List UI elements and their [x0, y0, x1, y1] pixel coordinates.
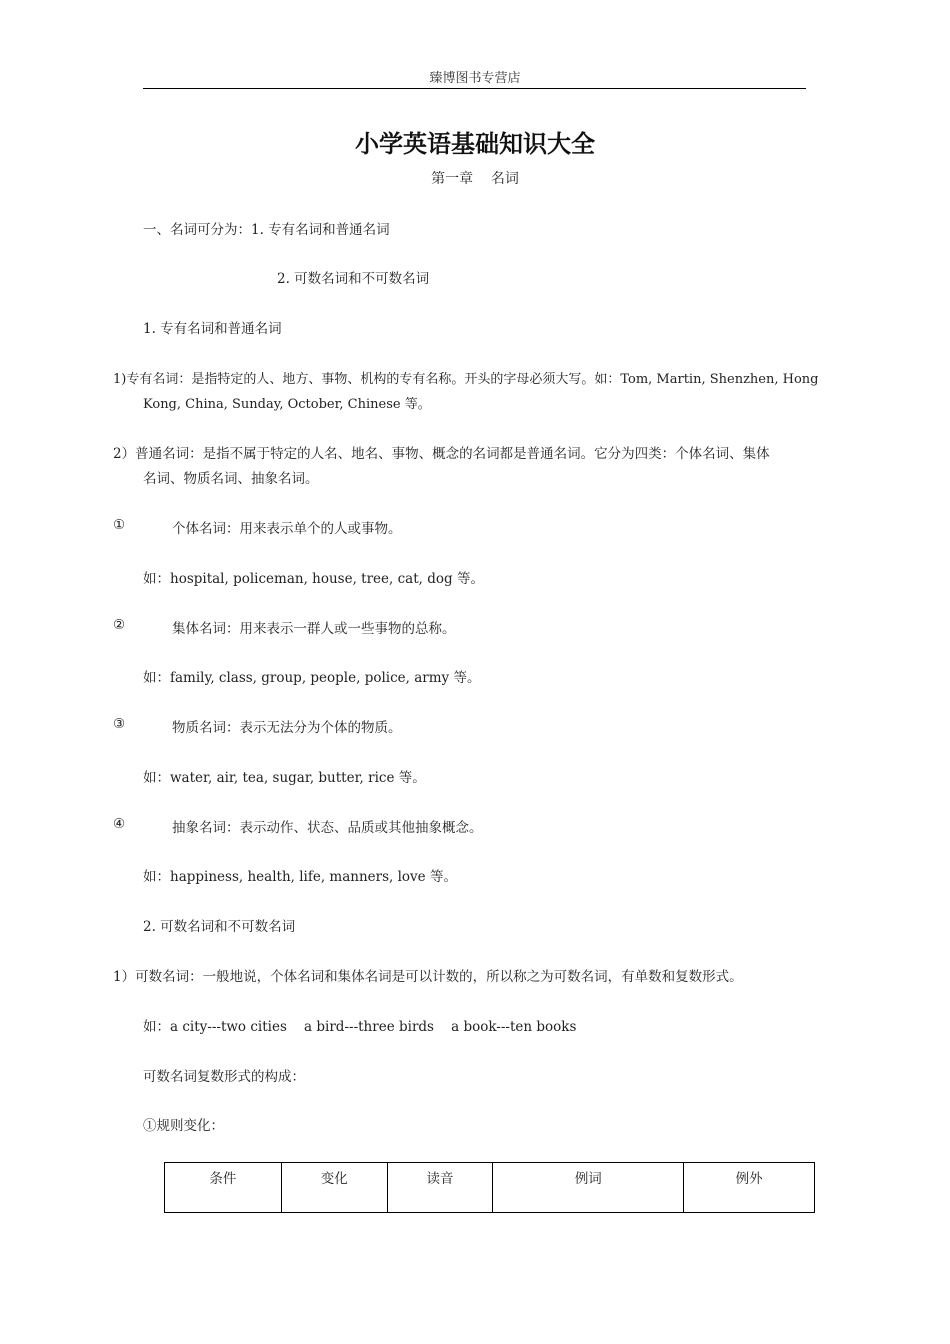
individual-noun-definition: 个体名词：用来表示单个的人或事物。 — [172, 521, 402, 537]
category-marker-4: ④ — [113, 816, 126, 832]
table-header-pronunciation: 读音 — [387, 1163, 493, 1213]
countable-noun-definition: 1）可数名词：一般地说，个体名词和集体名词是可以计数的，所以称之为可数名词，有单数和复数形式。 — [113, 969, 743, 985]
individual-noun-examples: 如：hospital, policeman, house, tree, cat, dog 等。 — [143, 571, 484, 587]
material-noun-definition: 物质名词：表示无法分为个体的物质。 — [172, 720, 402, 736]
page-header: 臻博图书专营店 — [429, 71, 521, 86]
collective-noun-definition: 集体名词：用来表示一群人或一些事物的总称。 — [172, 621, 456, 637]
plural-rules-table — [164, 1162, 815, 1213]
table-header-row — [165, 1163, 815, 1213]
category-marker-3: ③ — [113, 716, 126, 732]
classification-line-1: 一、名词可分为：1. 专有名词和普通名词 — [143, 222, 390, 238]
table-header-examples: 例词 — [493, 1163, 684, 1213]
chapter-heading: 第一章 名词 — [431, 171, 519, 187]
table-header-condition: 条件 — [165, 1163, 282, 1213]
section-heading-proper: 1. 专有名词和普通名词 — [143, 321, 282, 337]
material-noun-examples: 如：water, air, tea, sugar, butter, rice 等。 — [143, 770, 426, 786]
proper-noun-examples: Kong, China, Sunday, October, Chinese 等。 — [143, 397, 431, 412]
category-marker-2: ② — [113, 617, 126, 633]
proper-noun-definition: 1)专有名词：是指特定的人、地方、事物、机构的专有名称。开头的字母必须大写。如：Tom, Martin, Shenzhen, Hong — [113, 372, 819, 387]
regular-change-heading: ①规则变化： — [143, 1118, 224, 1134]
common-noun-categories: 名词、物质名词、抽象名词。 — [143, 471, 319, 487]
countable-noun-examples: 如：a city---two cities a bird---three birds a book---ten books — [143, 1019, 577, 1035]
document-title: 小学英语基础知识大全 — [355, 130, 595, 158]
category-marker-1: ① — [113, 517, 126, 533]
header-rule — [143, 88, 806, 89]
abstract-noun-examples: 如：happiness, health, life, manners, love 等。 — [143, 869, 457, 885]
common-noun-definition: 2）普通名词：是指不属于特定的人名、地名、事物、概念的名词都是普通名词。它分为四类：个体名词、集体 — [113, 446, 770, 462]
table-header-exceptions: 例外 — [684, 1163, 815, 1213]
collective-noun-examples: 如：family, class, group, people, police, army 等。 — [143, 670, 481, 686]
plural-formation-heading: 可数名词复数形式的构成： — [143, 1069, 305, 1085]
classification-line-2: 2. 可数名词和不可数名词 — [277, 271, 430, 287]
section-heading-countable: 2. 可数名词和不可数名词 — [143, 919, 296, 935]
table-header-change: 变化 — [281, 1163, 387, 1213]
abstract-noun-definition: 抽象名词：表示动作、状态、品质或其他抽象概念。 — [172, 820, 483, 836]
